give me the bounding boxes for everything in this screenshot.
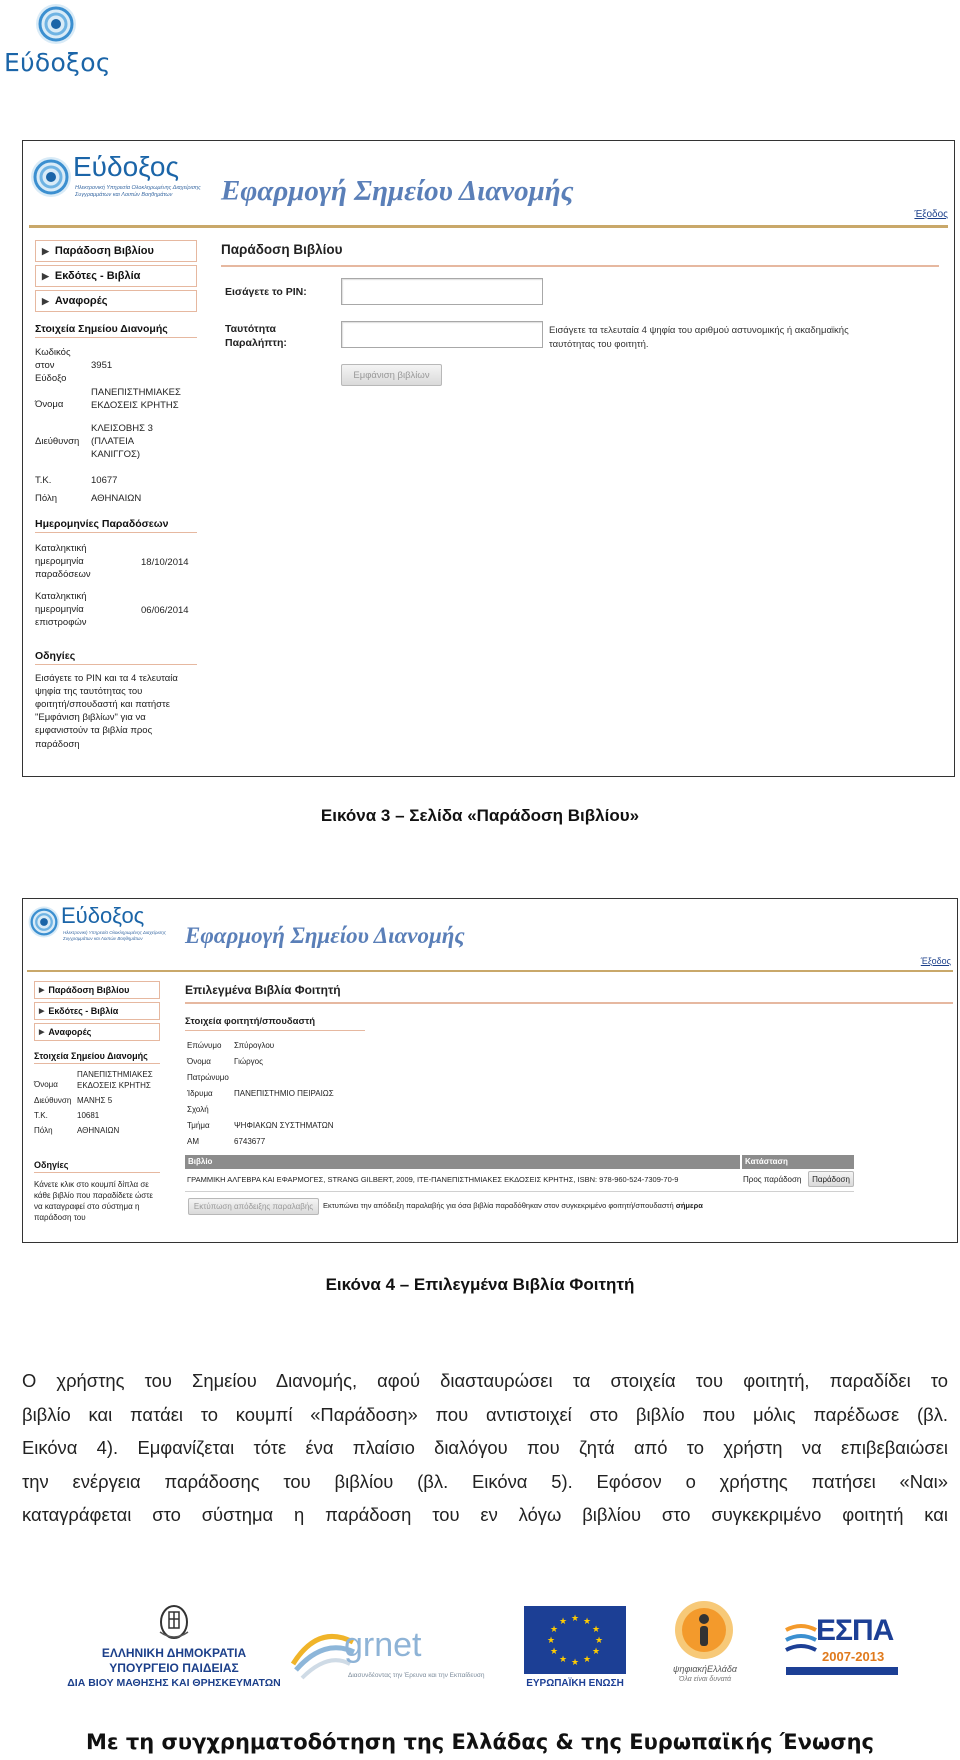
page-title: Παράδοση Βιβλίου: [221, 242, 343, 257]
department-value: ΨΗΦΙΑΚΩΝ ΣΥΣΤΗΜΑΤΩΝ: [234, 1121, 334, 1130]
am-value: 6743677: [234, 1137, 266, 1146]
zip-label: Τ.Κ.: [35, 475, 52, 486]
address-value: ΜΑΝΗΣ 5: [77, 1096, 113, 1105]
menu-publishers-books[interactable]: ▶ Εκδότες - Βιβλία: [34, 1002, 160, 1020]
header-divider: [27, 970, 953, 972]
pin-label: Εισάγετε το PIN:: [225, 286, 307, 298]
print-receipt-button[interactable]: Εκτύπωση απόδειξης παραλαβής: [188, 1198, 319, 1215]
student-details-heading: Στοιχεία φοιτητή/σπουδαστή: [185, 1016, 315, 1027]
grnet-logo: [288, 1620, 510, 1690]
code-value: 3951: [91, 360, 113, 371]
app-brand: Εύδοξος: [61, 903, 145, 928]
figure-caption-4: Εικόνα 4 – Επιλεγμένα Βιβλία Φοιτητή: [325, 1275, 635, 1294]
city-label: Πόλη: [34, 1126, 53, 1135]
svg-text:★: ★: [591, 1647, 601, 1657]
svg-text:★: ★: [582, 1655, 592, 1665]
espa-wordmark: ΕΣΠΑ: [816, 1614, 894, 1647]
svg-text:★: ★: [549, 1647, 559, 1657]
surname-label: Επώνυμο: [187, 1041, 222, 1050]
point-details-heading: Στοιχεία Σημείου Διανομής: [35, 323, 168, 335]
app-logo: [27, 901, 177, 945]
id-hint: Εισάγετε τα τελευταία 4 ψηφία του αριθμού αστυνομικής ή ακαδημαϊκής ταυτότητας του φοιτητή.: [549, 325, 849, 350]
espa-bar: [786, 1667, 898, 1675]
delivery-deadline-value: 18/10/2014: [141, 557, 189, 568]
delivery-deadline-label: Καταληκτική ημερομηνία παραδόσεων: [35, 543, 91, 581]
instructions-heading: Οδηγίες: [34, 1160, 69, 1170]
triangle-right-icon: ▶: [42, 245, 49, 256]
firstname-label: Όνομα: [187, 1057, 211, 1066]
brand-subtitle: Ηλεκτρονική Υπηρεσία Ολοκληρωμένης Διαχείρισης: [63, 930, 166, 935]
eudoxus-header-logo: [4, 2, 111, 80]
globe-icon: [27, 905, 61, 939]
svg-text:★: ★: [558, 1617, 568, 1627]
title-divider: [221, 265, 939, 267]
eu-label: ΕΥΡΩΠΑΪΚΗ ΕΝΩΣΗ: [526, 1678, 624, 1689]
fathername-label: Πατρώνυμο: [187, 1073, 229, 1082]
address-label: Διεύθυνση: [34, 1096, 72, 1105]
brand-subtitle: Συγγραμμάτων και Λοιπών Βοηθημάτων: [63, 935, 143, 941]
svg-text:★: ★: [570, 1658, 580, 1668]
firstname-value: Γιώργος: [234, 1057, 263, 1066]
return-deadline-label: Καταληκτική ημερομηνία επιστροφών: [35, 591, 87, 629]
instructions-text: Κάνετε κλικ στο κουμπί δίπλα σε κάθε βιβλίο που παραδίδετε ώστε να καταγραφεί στο σύστημα η παράδοση του: [34, 1180, 153, 1223]
name-label: Όνομα: [35, 399, 64, 410]
city-value: ΑΘΗΝΑΙΩΝ: [91, 493, 142, 504]
header-divider: [29, 225, 948, 228]
exit-link[interactable]: Έξοδος: [914, 209, 948, 220]
id-label: Ταυτότητα Παραλήπτη:: [225, 323, 287, 349]
svg-text:★: ★: [546, 1636, 556, 1646]
name-value: ΠΑΝΕΠΙΣΤΗΜΙΑΚΕΣ ΕΚΔΟΣΕΙΣ ΚΡΗΤΗΣ: [77, 1070, 153, 1091]
city-value: ΑΘΗΝΑΙΩΝ: [77, 1126, 120, 1135]
svg-text:★: ★: [591, 1625, 601, 1635]
espa-stripes-icon: [784, 1622, 818, 1662]
menu-reports[interactable]: ▶ Αναφορές: [34, 1023, 160, 1041]
triangle-right-icon: ▶: [39, 1029, 45, 1036]
title-divider: [185, 1002, 953, 1004]
eu-logo: [522, 1606, 628, 1692]
greek-ministry-logo: [66, 1602, 282, 1690]
divider: [34, 1172, 160, 1173]
digital-greece-subtitle: Όλα είναι δυνατά: [678, 1676, 732, 1683]
gov-line: ΕΛΛΗΝΙΚΗ ΔΗΜΟΚΡΑΤΙΑ: [101, 1646, 247, 1660]
svg-text:★: ★: [594, 1636, 604, 1646]
espa-years: 2007-2013: [822, 1649, 885, 1664]
am-label: ΑΜ: [187, 1137, 199, 1146]
address-value: ΚΛΕΙΣΟΒΗΣ 3 (ΠΛΑΤΕΙΑ ΚΑΝΙΓΓΟΣ): [91, 423, 153, 461]
screenshot-delivery-page: [22, 140, 955, 777]
gov-line: ΔΙΑ ΒΙΟΥ ΜΑΘΗΣΗΣ ΚΑΙ ΘΡΗΣΚΕΥΜΑΤΩΝ: [67, 1677, 281, 1689]
figure-caption-3: Εικόνα 3 – Σελίδα «Παράδοση Βιβλίου»: [320, 806, 640, 825]
app-title: Εφαρμογή Σημείου Διανομής: [221, 175, 574, 207]
divider: [185, 1030, 365, 1031]
menu-delivery[interactable]: ▶ Παράδοση Βιβλίου: [35, 240, 197, 262]
digital-greece-badge-icon: [672, 1598, 736, 1662]
svg-text:★: ★: [570, 1614, 580, 1624]
book-status: Προς παράδοση: [743, 1175, 802, 1184]
app-logo: [29, 147, 209, 207]
divider: [35, 664, 197, 665]
divider: [35, 337, 197, 338]
menu-publishers-books[interactable]: ▶ Εκδότες - Βιβλία: [35, 265, 197, 287]
code-label: Κωδικός στον Εύδοξο: [35, 347, 71, 385]
triangle-right-icon: ▶: [39, 987, 45, 994]
gov-line: ΥΠΟΥΡΓΕΙΟ ΠΑΙΔΕΙΑΣ: [109, 1661, 239, 1675]
name-label: Όνομα: [34, 1080, 58, 1089]
table-header-book: Βιβλίο: [185, 1155, 740, 1169]
point-details-heading: Στοιχεία Σημείου Διανομής: [34, 1051, 148, 1061]
svg-text:★: ★: [558, 1655, 568, 1665]
book-title: ΓΡΑΜΜΙΚΗ ΑΛΓΕΒΡΑ ΚΑΙ ΕΦΑΡΜΟΓΕΣ, STRANG GILBERT, 2009, ΙΤΕ-ΠΑΝΕΠΙΣΤΗΜΙΑΚΕΣ ΕΚΔΟΣΕΙΣ ΚΡΗΤΗΣ, ISBN: 978-960-524-7309-70-9: [187, 1175, 679, 1184]
zip-value: 10677: [91, 475, 118, 486]
department-label: Τμήμα: [187, 1121, 210, 1130]
zip-value: 10681: [77, 1111, 100, 1120]
globe-icon: [34, 2, 78, 46]
id-number-input[interactable]: [341, 321, 543, 348]
page-title: Επιλεγμένα Βιβλία Φοιτητή: [185, 983, 341, 997]
city-label: Πόλη: [35, 493, 57, 504]
footer-cofunding-text: Με τη συγχρηματοδότηση της Ελλάδας & της Ευρωπαϊκής Ένωσης: [85, 1730, 874, 1754]
menu-reports[interactable]: ▶ Αναφορές: [35, 290, 197, 312]
school-label: Σχολή: [187, 1105, 209, 1114]
svg-text:★: ★: [549, 1625, 559, 1635]
triangle-right-icon: ▶: [42, 270, 49, 281]
institution-label: Ίδρυμα: [187, 1089, 213, 1098]
surname-value: Σπύρογλου: [234, 1041, 275, 1050]
return-deadline-value: 06/06/2014: [141, 605, 189, 616]
instructions-heading: Οδηγίες: [35, 650, 76, 662]
print-hint: Εκτυπώνει την απόδειξη παραλαβής για όσα βιβλία παραδόθηκαν στον συγκεκριμένο φοιτητή/σπουδαστή σήμερα: [323, 1201, 703, 1210]
eu-flag-icon: [524, 1606, 626, 1674]
espa-logo: [784, 1616, 902, 1682]
instructions-text: Εισάγετε το PIN και τα 4 τελευταία ψηφία της ταυτότητας του φοιτητή/σπουδαστή και πατήστε "Εμφάνιση βιβλίων" για να εμφανιστούν τα βιβλία προς παράδοση: [35, 673, 178, 750]
name-value: ΠΑΝΕΠΙΣΤΗΜΙΑΚΕΣ ΕΚΔΟΣΕΙΣ ΚΡΗΤΗΣ: [91, 387, 181, 412]
digital-greece-label: ψηφιακήΕλλάδα: [672, 1664, 738, 1674]
app-title: Εφαρμογή Σημείου Διανομής: [185, 923, 465, 948]
digital-greece-logo: [660, 1598, 750, 1694]
deliver-button[interactable]: Παράδοση: [808, 1171, 854, 1187]
header-brand: Εύδοξος: [4, 48, 111, 77]
brand-subtitle: Ηλεκτρονική Υπηρεσία Ολοκληρωμένης Διαχείρισης: [75, 185, 201, 191]
grnet-subtitle: Διασυνδέοντας την Έρευνα και την Εκπαίδευση: [348, 1672, 485, 1679]
pin-input[interactable]: [341, 278, 543, 305]
show-books-button[interactable]: Εμφάνιση βιβλίων: [341, 364, 442, 386]
grnet-wordmark: grnet: [344, 1626, 422, 1664]
screenshot-selected-books: [22, 898, 958, 1243]
dates-heading: Ημερομηνίες Παραδόσεων: [35, 518, 169, 530]
table-header-status: Κατάσταση: [742, 1155, 854, 1169]
triangle-right-icon: ▶: [39, 1008, 45, 1015]
svg-text:★: ★: [582, 1617, 592, 1627]
divider: [34, 1063, 160, 1064]
menu-delivery[interactable]: ▶ Παράδοση Βιβλίου: [34, 981, 160, 999]
divider: [185, 1191, 854, 1192]
body-paragraph: Ο χρήστης του Σημείου Διανομής, αφού διασταυρώσει τα στοιχεία του φοιτητή, παραδίδει το βιβλίο και πατάει το κουμπί «Παράδοση» που αντιστοιχεί στο βιβλίο που μόλις παρέδωσε (βλ. Εικόνα 4). Εμφανίζεται τότε ένα πλαίσιο διαλόγου που ζητά από το χρήστη να επιβεβαιώσει την ενέργεια παράδοσης του βιβλίου (βλ. Εικόνα 5). Εφόσον ο χρήστης πατήσει «Ναι» καταγράφεται στο σύστημα η παράδοση του εν λόγω βιβλίου στο συγκεκριμένο φοιτητή και: [22, 1370, 948, 1525]
institution-value: ΠΑΝΕΠΙΣΤΗΜΙΟ ΠΕΙΡΑΙΩΣ: [234, 1089, 334, 1098]
triangle-right-icon: ▶: [42, 295, 49, 306]
divider: [35, 532, 197, 533]
address-label: Διεύθυνση: [35, 436, 80, 447]
app-brand: Εύδοξος: [73, 151, 179, 182]
exit-link[interactable]: Έξοδος: [920, 956, 951, 966]
coat-of-arms-icon: [152, 1602, 196, 1642]
zip-label: Τ.Κ.: [34, 1111, 48, 1120]
globe-icon: [29, 155, 73, 199]
brand-subtitle: Συγγραμμάτων και Λοιπών Βοηθημάτων: [75, 192, 173, 198]
